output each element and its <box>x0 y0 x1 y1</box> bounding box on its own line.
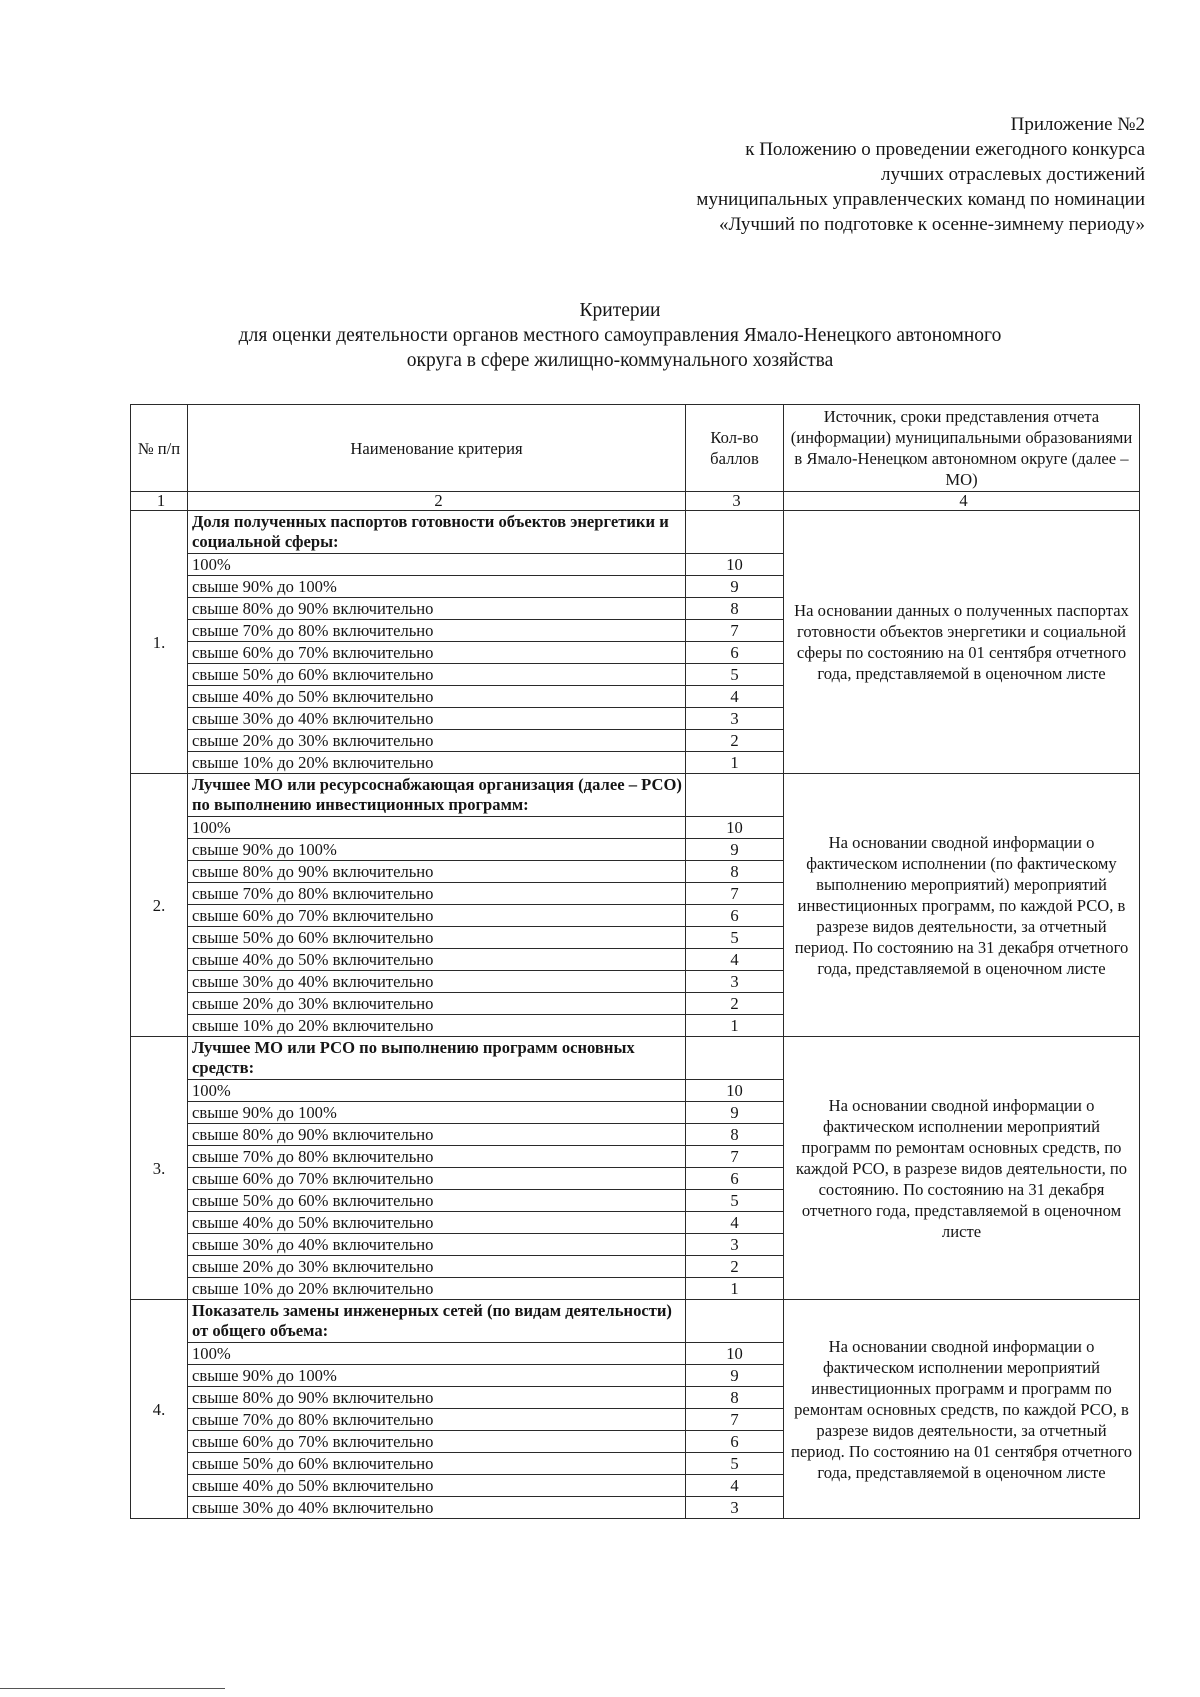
option-points: 9 <box>686 1102 784 1124</box>
table-row <box>131 1300 1140 1343</box>
option-points: 6 <box>686 1431 784 1453</box>
footer-divider <box>0 1688 225 1689</box>
option-points: 8 <box>686 1387 784 1409</box>
table-header-row <box>131 405 1140 492</box>
option-label: свыше 40% до 50% включительно <box>188 1212 686 1234</box>
column-number: 1 <box>131 492 188 511</box>
option-label: свыше 70% до 80% включительно <box>188 1146 686 1168</box>
option-label: свыше 90% до 100% <box>188 839 686 861</box>
header-points: Кол-во баллов <box>686 405 784 492</box>
appendix-block <box>696 112 1145 237</box>
criterion-index: 1. <box>131 511 188 774</box>
column-number: 4 <box>784 492 1140 511</box>
column-number: 3 <box>686 492 784 511</box>
criterion-source: На основании сводной информации о фактическом исполнении (по фактическому выполнению мероприятий) мероприятий инвестиционных программ, по каждой РСО, в разрезе видов деятельности, за отчетный период. По состоянию на 31 декабря отчетного года, представляемой в оценочном листе <box>784 774 1140 1037</box>
option-label: свыше 50% до 60% включительно <box>188 664 686 686</box>
option-points: 10 <box>686 1343 784 1365</box>
option-label: свыше 80% до 90% включительно <box>188 1387 686 1409</box>
table-row <box>131 1037 1140 1080</box>
option-label: свыше 40% до 50% включительно <box>188 1475 686 1497</box>
appendix-line: Приложение №2 <box>1010 114 1145 135</box>
option-points: 2 <box>686 1256 784 1278</box>
option-label: 100% <box>188 1343 686 1365</box>
document-title <box>120 298 1120 373</box>
option-points: 7 <box>686 1409 784 1431</box>
option-label: свыше 20% до 30% включительно <box>188 993 686 1015</box>
criterion-title: Лучшее МО или РСО по выполнению программ основных средств: <box>188 1037 686 1080</box>
option-points: 9 <box>686 839 784 861</box>
appendix-line: лучших отраслевых достижений <box>881 164 1145 185</box>
option-label: свыше 30% до 40% включительно <box>188 971 686 993</box>
option-label: 100% <box>188 817 686 839</box>
option-label: свыше 90% до 100% <box>188 576 686 598</box>
option-points: 7 <box>686 883 784 905</box>
header-num: № п/п <box>131 405 188 492</box>
criteria-body <box>131 511 1140 1519</box>
option-points: 2 <box>686 730 784 752</box>
appendix-line: муниципальных управленческих команд по номинации <box>696 189 1145 210</box>
option-points: 4 <box>686 949 784 971</box>
option-points: 8 <box>686 1124 784 1146</box>
appendix-line: «Лучший по подготовке к осенне-зимнему периоду» <box>718 214 1145 235</box>
option-points: 5 <box>686 664 784 686</box>
option-points: 3 <box>686 1234 784 1256</box>
criterion-source: На основании данных о полученных паспортах готовности объектов энергетики и социальной сферы по состоянию на 01 сентября отчетного года, представляемой в оценочном листе <box>784 511 1140 774</box>
table-row <box>131 774 1140 817</box>
column-numbers-row <box>131 492 1140 511</box>
option-label: свыше 20% до 30% включительно <box>188 1256 686 1278</box>
column-number: 2 <box>188 492 686 511</box>
option-label: свыше 60% до 70% включительно <box>188 642 686 664</box>
option-label: свыше 70% до 80% включительно <box>188 883 686 905</box>
option-points: 10 <box>686 1080 784 1102</box>
option-points: 3 <box>686 708 784 730</box>
option-label: свыше 50% до 60% включительно <box>188 1190 686 1212</box>
option-label: свыше 40% до 50% включительно <box>188 686 686 708</box>
option-label: свыше 30% до 40% включительно <box>188 1234 686 1256</box>
criterion-points-blank <box>686 511 784 554</box>
option-points: 4 <box>686 1212 784 1234</box>
title-heading: Критерии <box>579 300 661 321</box>
option-label: свыше 80% до 90% включительно <box>188 598 686 620</box>
option-points: 1 <box>686 1015 784 1037</box>
criterion-title: Показатель замены инженерных сетей (по видам деятельности) от общего объема: <box>188 1300 686 1343</box>
option-label: свыше 30% до 40% включительно <box>188 708 686 730</box>
option-label: свыше 10% до 20% включительно <box>188 1278 686 1300</box>
header-name: Наименование критерия <box>188 405 686 492</box>
option-label: свыше 80% до 90% включительно <box>188 861 686 883</box>
option-label: свыше 60% до 70% включительно <box>188 1168 686 1190</box>
option-label: свыше 90% до 100% <box>188 1102 686 1124</box>
criterion-points-blank <box>686 1300 784 1343</box>
criterion-index: 4. <box>131 1300 188 1519</box>
option-points: 5 <box>686 1190 784 1212</box>
option-points: 1 <box>686 752 784 774</box>
criterion-points-blank <box>686 774 784 817</box>
option-points: 9 <box>686 1365 784 1387</box>
option-points: 5 <box>686 927 784 949</box>
criteria-table <box>130 404 1140 1519</box>
option-points: 3 <box>686 971 784 993</box>
option-points: 9 <box>686 576 784 598</box>
option-points: 4 <box>686 1475 784 1497</box>
option-label: свыше 70% до 80% включительно <box>188 1409 686 1431</box>
criterion-source: На основании сводной информации о фактическом исполнении мероприятий инвестиционных программ и программ по ремонтам основных средств, по каждой РСО, в разрезе видов деятельности, за отчетный период. По состоянию на 01 сентября отчетного года, представляемой в оценочном листе <box>784 1300 1140 1519</box>
option-label: свыше 20% до 30% включительно <box>188 730 686 752</box>
table-row <box>131 511 1140 554</box>
criterion-source: На основании сводной информации о фактическом исполнении мероприятий программ по ремонтам основных средств, по каждой РСО, в разрезе видов деятельности, по состоянию. По состоянию на 31 декабря отчетного года, представляемой в оценочном листе <box>784 1037 1140 1300</box>
option-points: 1 <box>686 1278 784 1300</box>
option-label: свыше 10% до 20% включительно <box>188 1015 686 1037</box>
criterion-title: Лучшее МО или ресурсоснабжающая организация (далее – РСО) по выполнению инвестиционных программ: <box>188 774 686 817</box>
option-label: свыше 80% до 90% включительно <box>188 1124 686 1146</box>
option-label: свыше 60% до 70% включительно <box>188 905 686 927</box>
option-label: свыше 40% до 50% включительно <box>188 949 686 971</box>
option-label: свыше 30% до 40% включительно <box>188 1497 686 1519</box>
criterion-points-blank <box>686 1037 784 1080</box>
option-points: 8 <box>686 598 784 620</box>
criterion-index: 2. <box>131 774 188 1037</box>
option-points: 2 <box>686 993 784 1015</box>
title-line: для оценки деятельности органов местного самоуправления Ямало-Ненецкого автономного <box>238 325 1002 346</box>
option-points: 7 <box>686 1146 784 1168</box>
option-label: 100% <box>188 1080 686 1102</box>
option-points: 7 <box>686 620 784 642</box>
option-points: 8 <box>686 861 784 883</box>
option-label: свыше 10% до 20% включительно <box>188 752 686 774</box>
option-label: 100% <box>188 554 686 576</box>
criterion-index: 3. <box>131 1037 188 1300</box>
title-line: округа в сфере жилищно-коммунального хозяйства <box>406 350 834 371</box>
option-points: 5 <box>686 1453 784 1475</box>
option-points: 6 <box>686 905 784 927</box>
option-label: свыше 50% до 60% включительно <box>188 1453 686 1475</box>
option-label: свыше 70% до 80% включительно <box>188 620 686 642</box>
option-points: 4 <box>686 686 784 708</box>
header-source: Источник, сроки представления отчета (информации) муниципальными образованиями в Ямало-Ненецком автономном округе (далее – МО) <box>784 405 1140 492</box>
option-points: 10 <box>686 554 784 576</box>
option-points: 10 <box>686 817 784 839</box>
option-label: свыше 90% до 100% <box>188 1365 686 1387</box>
option-points: 3 <box>686 1497 784 1519</box>
option-points: 6 <box>686 1168 784 1190</box>
appendix-line: к Положению о проведении ежегодного конкурса <box>745 139 1145 160</box>
option-label: свыше 50% до 60% включительно <box>188 927 686 949</box>
criterion-title: Доля полученных паспортов готовности объектов энергетики и социальной сферы: <box>188 511 686 554</box>
option-label: свыше 60% до 70% включительно <box>188 1431 686 1453</box>
option-points: 6 <box>686 642 784 664</box>
